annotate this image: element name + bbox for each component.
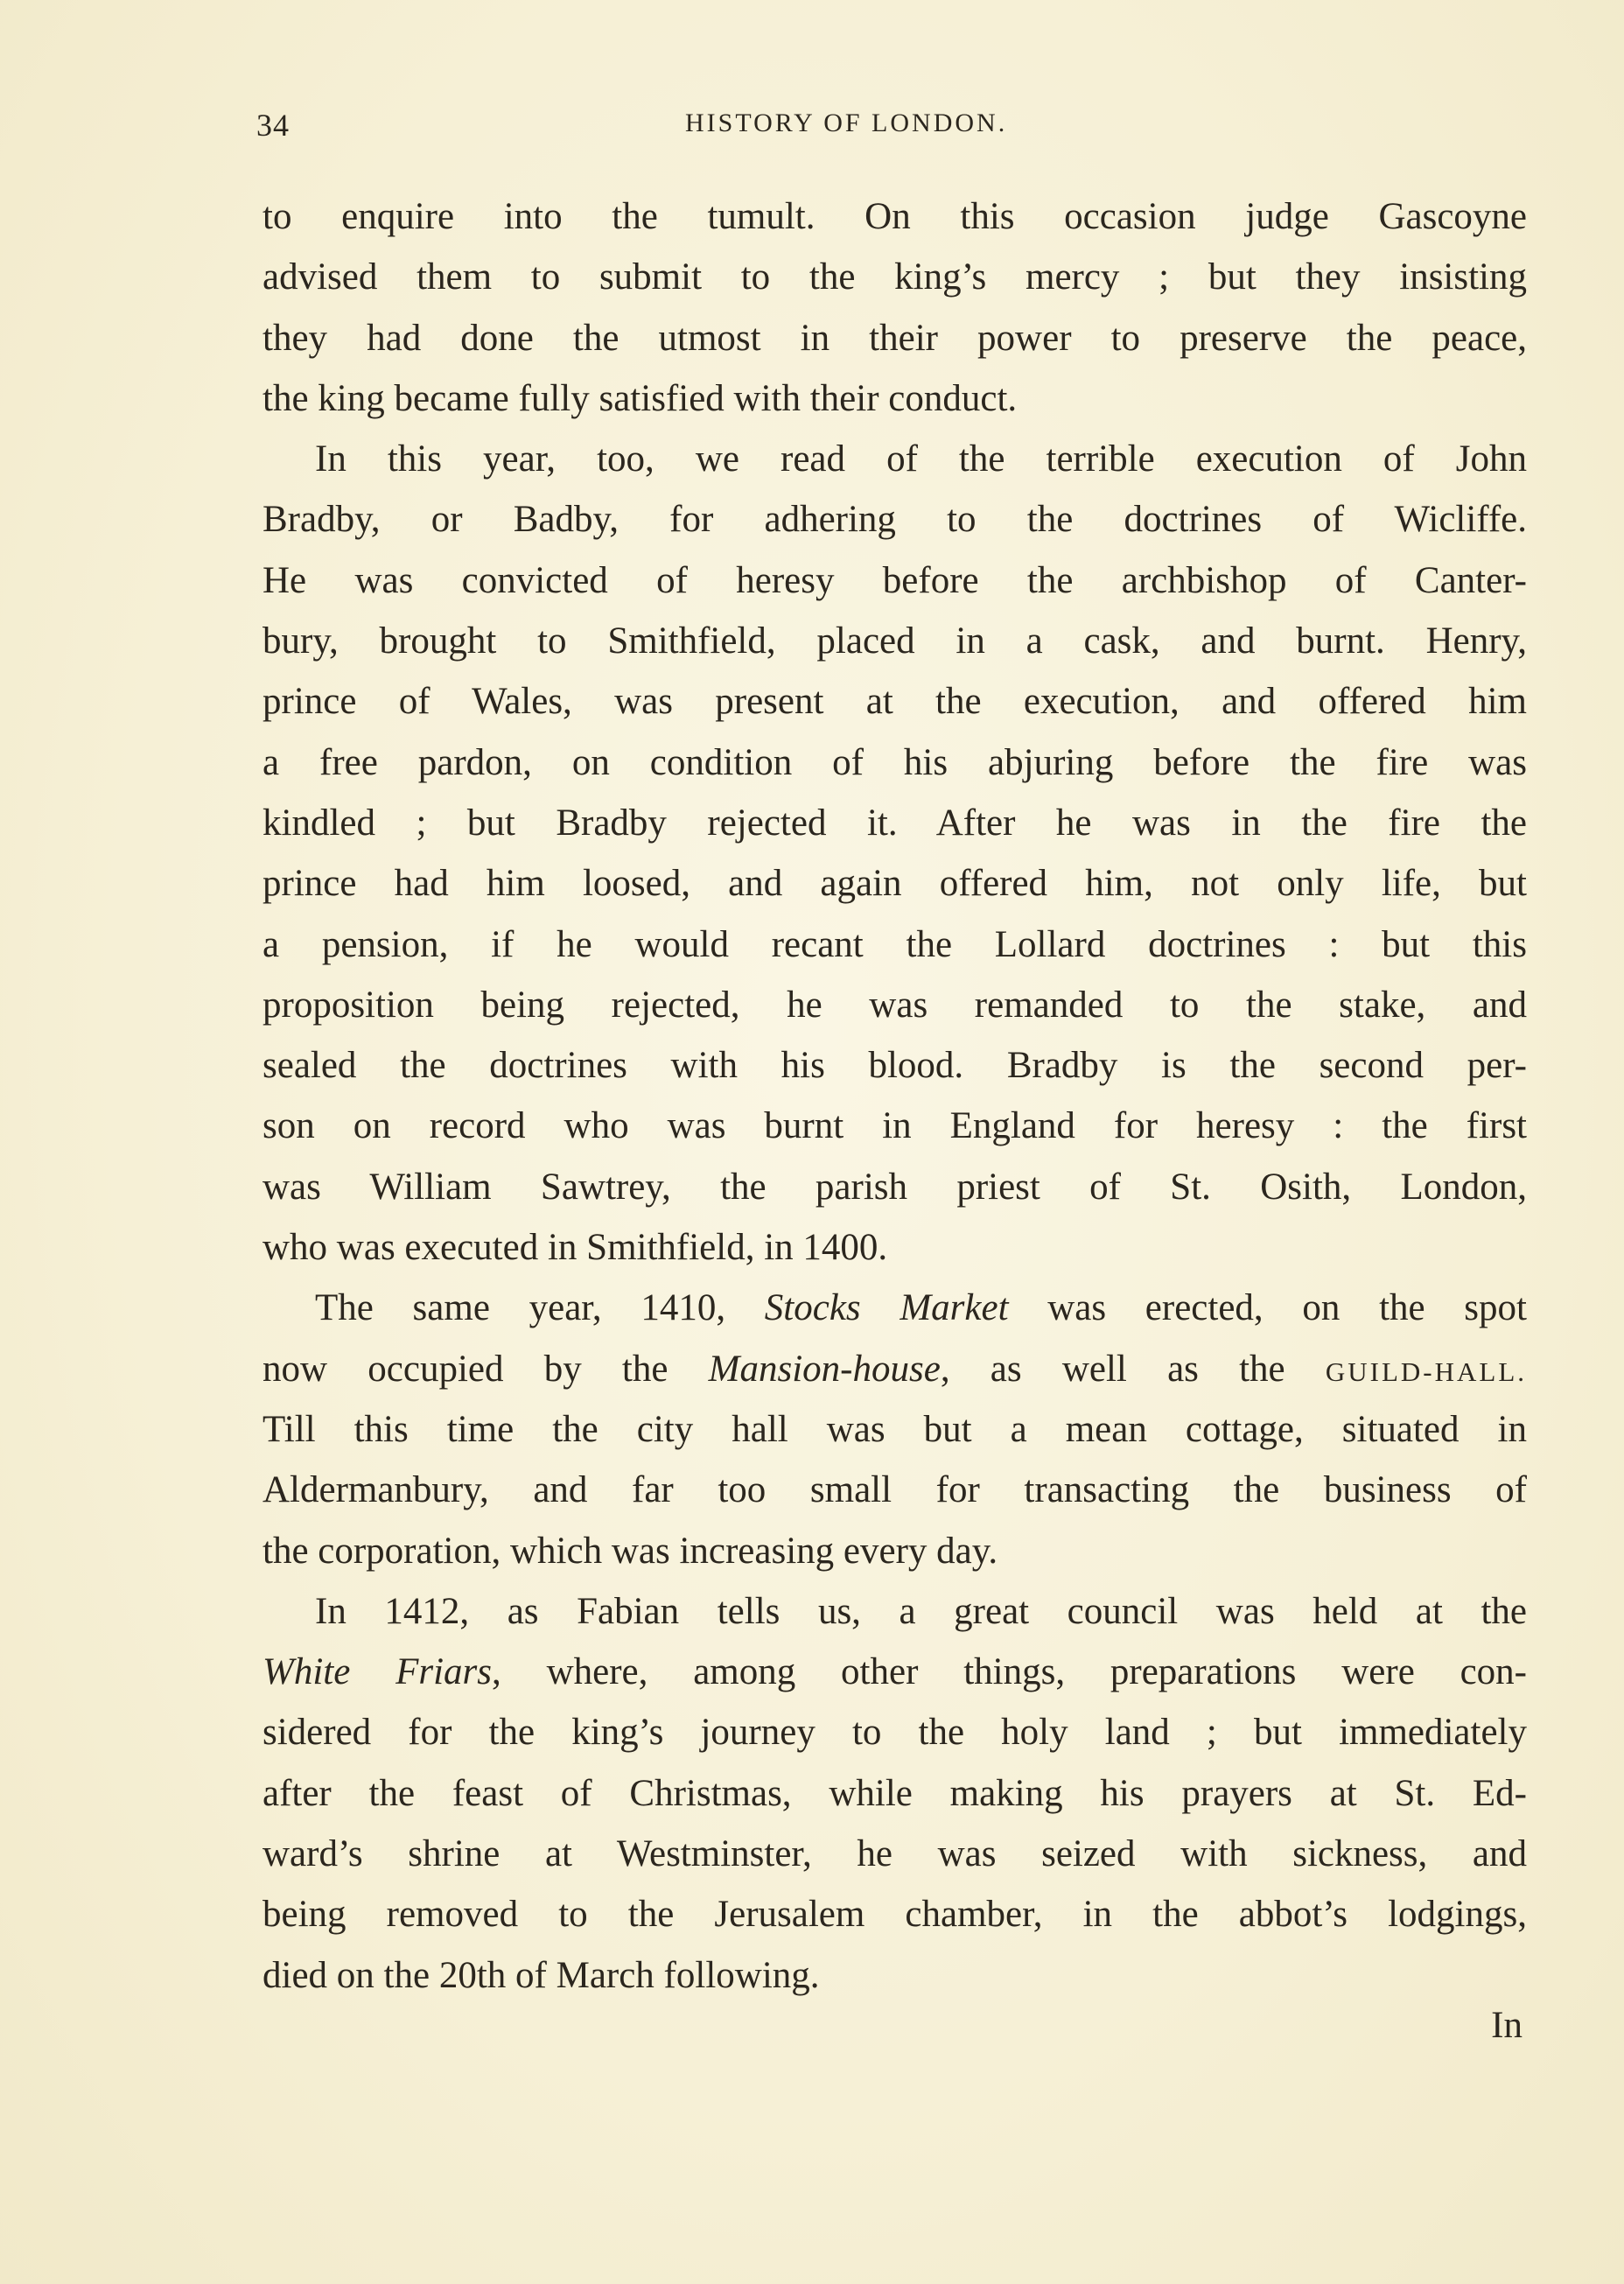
text-line xyxy=(262,1339,1527,1399)
italic-phrase: Stocks Market xyxy=(764,1287,1009,1329)
text-line: prince of Wales, was present at the execution, and offered him xyxy=(262,681,1527,723)
text-line: Aldermanbury, and far too small for transacting the business of xyxy=(262,1469,1527,1511)
text-line: son on record who was burnt in England for heresy : the first xyxy=(262,1105,1527,1147)
text-span: , where, among other things, preparations were con- xyxy=(492,1651,1527,1693)
text-line: sealed the doctrines with his blood. Bradby is the second per- xyxy=(262,1045,1527,1087)
text-line: to enquire into the tumult. On this occasion judge Gascoyne xyxy=(262,196,1527,237)
text-line: advised them to submit to the king’s mercy ; but they insisting xyxy=(262,256,1527,298)
text-line: a free pardon, on condition of his abjuring before the fire was xyxy=(262,741,1527,783)
text-line: being removed to the Jerusalem chamber, in the abbot’s lodgings, xyxy=(262,1894,1527,1936)
text-line: sidered for the king’s journey to the holy land ; but immediately xyxy=(262,1712,1527,1754)
text-line: ward’s shrine at Westminster, he was seized with sickness, and xyxy=(262,1833,1527,1875)
text-span: now occupied by the xyxy=(262,1348,709,1390)
text-line: In 1412, as Fabian tells us, a great council was held at the xyxy=(315,1590,1527,1632)
text-line: kindled ; but Bradby rejected it. After he was in the fire the xyxy=(262,802,1527,844)
text-span: , as well as the xyxy=(940,1348,1326,1390)
text-line: the king became fully satisfied with their conduct. xyxy=(262,377,1018,419)
body-text xyxy=(262,186,1527,2006)
text-line: bury, brought to Smithfield, placed in a cask, and burnt. Henry, xyxy=(262,620,1527,662)
italic-phrase: White Friars xyxy=(262,1651,493,1693)
page-number: 34 xyxy=(256,108,290,143)
page-header xyxy=(256,107,1525,159)
italic-phrase: Mansion-house xyxy=(708,1348,941,1390)
text-line: Till this time the city hall was but a mean cottage, situated in xyxy=(262,1408,1527,1450)
text-line: the corporation, which was increasing every day. xyxy=(262,1530,998,1572)
text-line xyxy=(262,1278,1527,1338)
text-span: The same year, 1410, xyxy=(315,1287,765,1329)
text-line: prince had him loosed, and again offered him, not only life, but xyxy=(262,863,1527,905)
small-caps-phrase: GUILD-HALL. xyxy=(1325,1356,1527,1387)
text-line xyxy=(262,1642,1527,1702)
text-line: proposition being rejected, he was remanded to the stake, and xyxy=(262,984,1527,1026)
text-line: He was convicted of heresy before the archbishop of Canter- xyxy=(262,559,1527,601)
text-line: after the feast of Christmas, while making his prayers at St. Ed- xyxy=(262,1772,1527,1814)
catchword: In xyxy=(1491,2005,1522,2046)
text-line: they had done the utmost in their power to preserve the peace, xyxy=(262,317,1527,359)
text-line: a pension, if he would recant the Lollard doctrines : but this xyxy=(262,923,1527,965)
text-line: Bradby, or Badby, for adhering to the doctrines of Wicliffe. xyxy=(262,499,1527,541)
text-line: was William Sawtrey, the parish priest of St. Osith, London, xyxy=(262,1166,1527,1208)
text-line: In this year, too, we read of the terrible execution of John xyxy=(315,438,1527,480)
text-line: who was executed in Smithfield, in 1400. xyxy=(262,1227,888,1269)
text-span: was erected, on the spot xyxy=(1008,1287,1527,1329)
running-title: HISTORY OF LONDON. xyxy=(685,109,1008,137)
text-line: died on the 20th of March following. xyxy=(262,1954,820,1996)
